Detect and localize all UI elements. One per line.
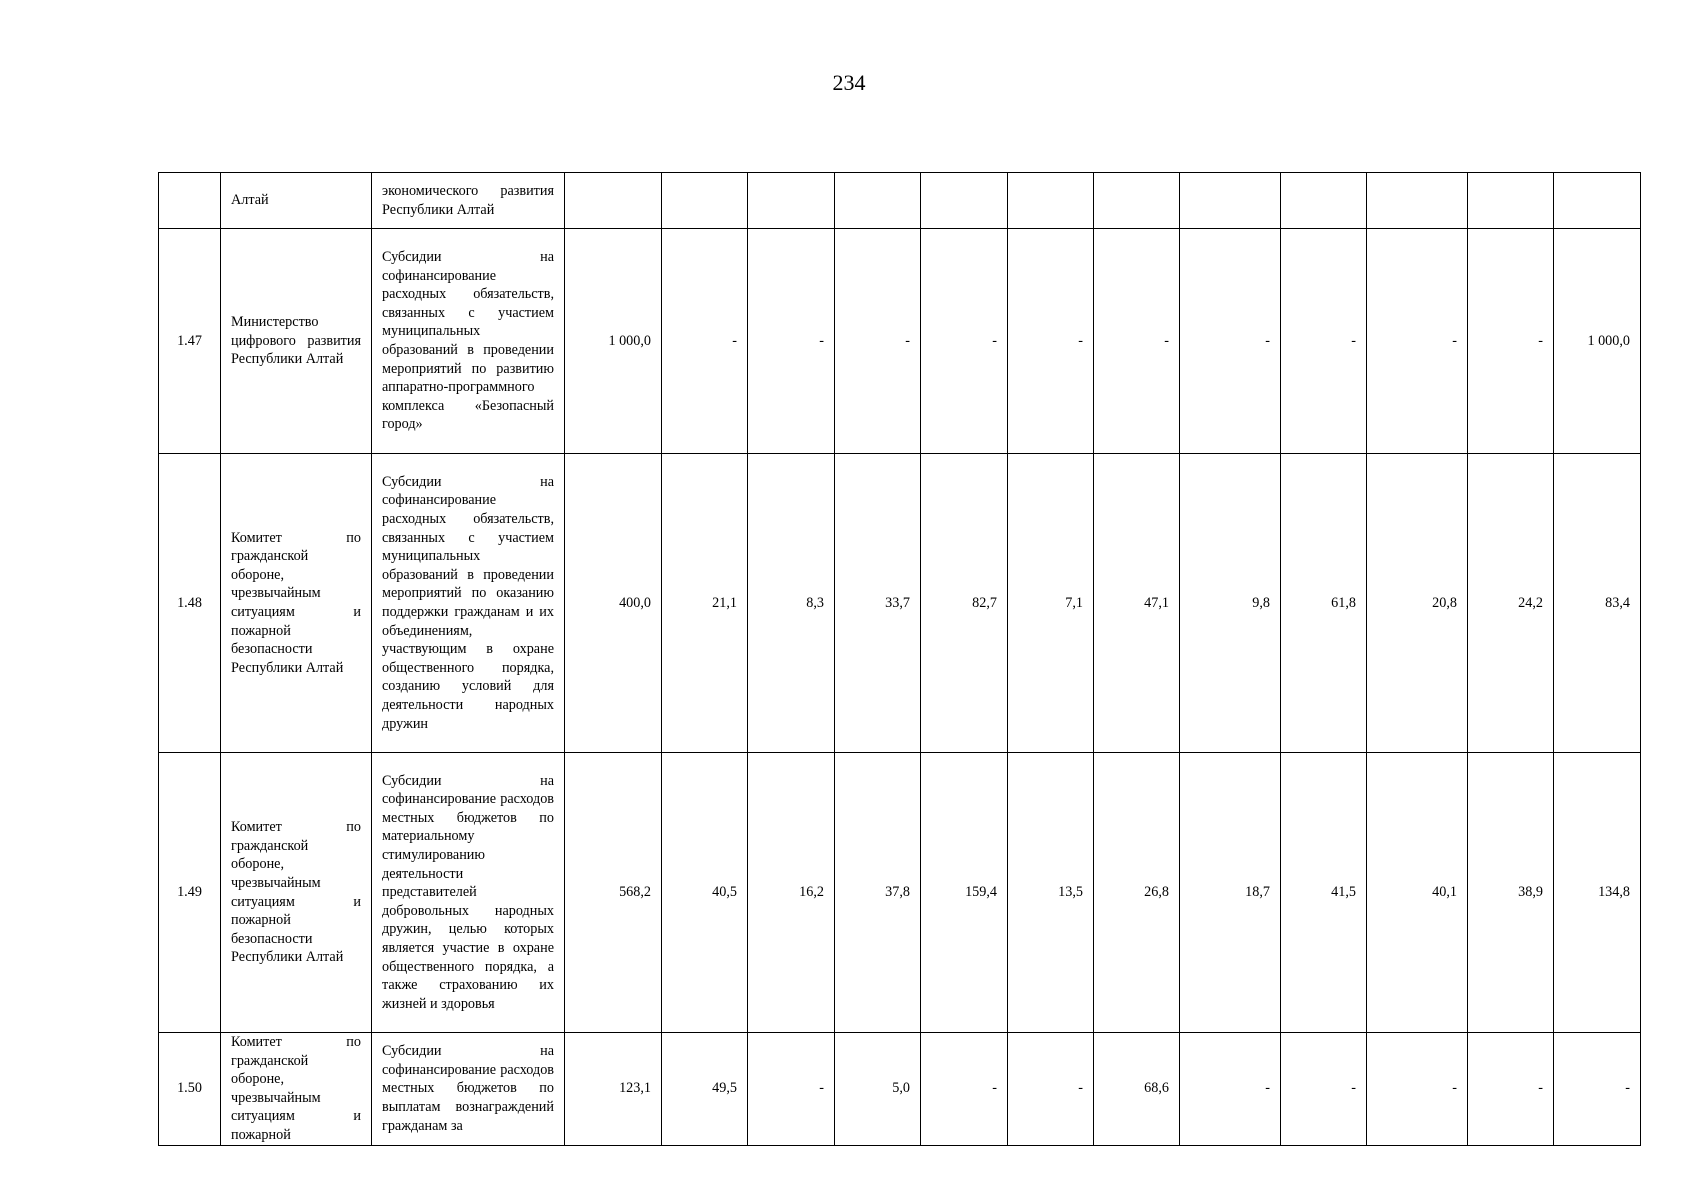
value-cell: - <box>748 229 835 454</box>
value-cell: 13,5 <box>1008 753 1094 1033</box>
value-cell <box>835 173 921 229</box>
value-cell: 37,8 <box>835 753 921 1033</box>
value-cell: - <box>1367 229 1468 454</box>
value-cell: 68,6 <box>1094 1033 1180 1146</box>
value-cell: - <box>662 229 748 454</box>
table-row <box>159 753 1641 1033</box>
value-cell: - <box>1468 1033 1554 1146</box>
value-cell: - <box>1180 229 1281 454</box>
value-cell: - <box>921 229 1008 454</box>
organization-cell: Министерство цифрового развития Республики Алтай <box>221 229 372 454</box>
description-cell: Субсидии на софинансирование расходов местных бюджетов по материальному стимулированию деятельности представителей добровольных народных дружин, целью которых является участие в охране общественного порядка, а также страхованию их жизней и здоровья <box>372 753 565 1033</box>
value-cell <box>565 173 662 229</box>
organization-cell: Комитет по гражданской обороне, чрезвычайным ситуациям и пожарной безопасности Республики Алтай <box>221 753 372 1033</box>
value-cell <box>748 173 835 229</box>
value-cell: 47,1 <box>1094 454 1180 753</box>
value-cell: 123,1 <box>565 1033 662 1146</box>
organization-cell: Комитет по гражданской обороне, чрезвычайным ситуациям и пожарной безопасности Республики Алтай <box>221 454 372 753</box>
table-row <box>159 1033 1641 1146</box>
value-cell <box>662 173 748 229</box>
value-cell: 38,9 <box>1468 753 1554 1033</box>
value-cell <box>1468 173 1554 229</box>
value-cell: 41,5 <box>1281 753 1367 1033</box>
value-cell: 33,7 <box>835 454 921 753</box>
value-cell: 82,7 <box>921 454 1008 753</box>
value-cell <box>1180 173 1281 229</box>
value-cell <box>921 173 1008 229</box>
value-cell: 24,2 <box>1468 454 1554 753</box>
description-cell: Субсидии на софинансирование расходных обязательств, связанных с участием муниципальных образований в проведении мероприятий по оказанию поддержки гражданам и их объединениям, участвующим в охране общественного порядка, созданию условий для деятельности народных дружин <box>372 454 565 753</box>
row-number-cell <box>159 173 221 229</box>
value-cell <box>1367 173 1468 229</box>
description-cell: Субсидии на софинансирование расходов местных бюджетов по выплатам вознаграждений гражданам за <box>372 1033 565 1146</box>
value-cell: - <box>1554 1033 1641 1146</box>
row-number-cell: 1.48 <box>159 454 221 753</box>
value-cell: 40,1 <box>1367 753 1468 1033</box>
value-cell <box>1554 173 1641 229</box>
value-cell: 61,8 <box>1281 454 1367 753</box>
table-body <box>159 173 1641 1146</box>
value-cell: - <box>1008 1033 1094 1146</box>
value-cell: 159,4 <box>921 753 1008 1033</box>
value-cell: - <box>835 229 921 454</box>
value-cell: 9,8 <box>1180 454 1281 753</box>
budget-table <box>158 172 1641 1146</box>
row-number-cell: 1.49 <box>159 753 221 1033</box>
table-row <box>159 454 1641 753</box>
value-cell <box>1281 173 1367 229</box>
value-cell: - <box>1008 229 1094 454</box>
value-cell <box>1094 173 1180 229</box>
value-cell: - <box>1094 229 1180 454</box>
value-cell: 400,0 <box>565 454 662 753</box>
row-number-cell: 1.50 <box>159 1033 221 1146</box>
value-cell: - <box>1468 229 1554 454</box>
value-cell: 134,8 <box>1554 753 1641 1033</box>
value-cell: 16,2 <box>748 753 835 1033</box>
page-number: 234 <box>832 70 866 95</box>
row-number-cell: 1.47 <box>159 229 221 454</box>
value-cell: - <box>1281 1033 1367 1146</box>
value-cell: 20,8 <box>1367 454 1468 753</box>
description-cell: экономического развития Республики Алтай <box>372 173 565 229</box>
table-row <box>159 173 1641 229</box>
value-cell: 5,0 <box>835 1033 921 1146</box>
description-cell: Субсидии на софинансирование расходных обязательств, связанных с участием муниципальных образований в проведении мероприятий по развитию аппаратно-программного комплекса «Безопасный город» <box>372 229 565 454</box>
value-cell <box>1008 173 1094 229</box>
value-cell: - <box>1281 229 1367 454</box>
value-cell: 568,2 <box>565 753 662 1033</box>
value-cell: - <box>1180 1033 1281 1146</box>
value-cell: - <box>748 1033 835 1146</box>
value-cell: 26,8 <box>1094 753 1180 1033</box>
value-cell: - <box>1367 1033 1468 1146</box>
value-cell: 18,7 <box>1180 753 1281 1033</box>
organization-cell: Комитет по гражданской обороне, чрезвычайным ситуациям и пожарной <box>221 1033 372 1146</box>
value-cell: 83,4 <box>1554 454 1641 753</box>
value-cell: 1 000,0 <box>1554 229 1641 454</box>
value-cell: 7,1 <box>1008 454 1094 753</box>
value-cell: 49,5 <box>662 1033 748 1146</box>
value-cell: 8,3 <box>748 454 835 753</box>
value-cell: 21,1 <box>662 454 748 753</box>
value-cell: 40,5 <box>662 753 748 1033</box>
organization-cell: Алтай <box>221 173 372 229</box>
value-cell: 1 000,0 <box>565 229 662 454</box>
value-cell: - <box>921 1033 1008 1146</box>
table-row <box>159 229 1641 454</box>
